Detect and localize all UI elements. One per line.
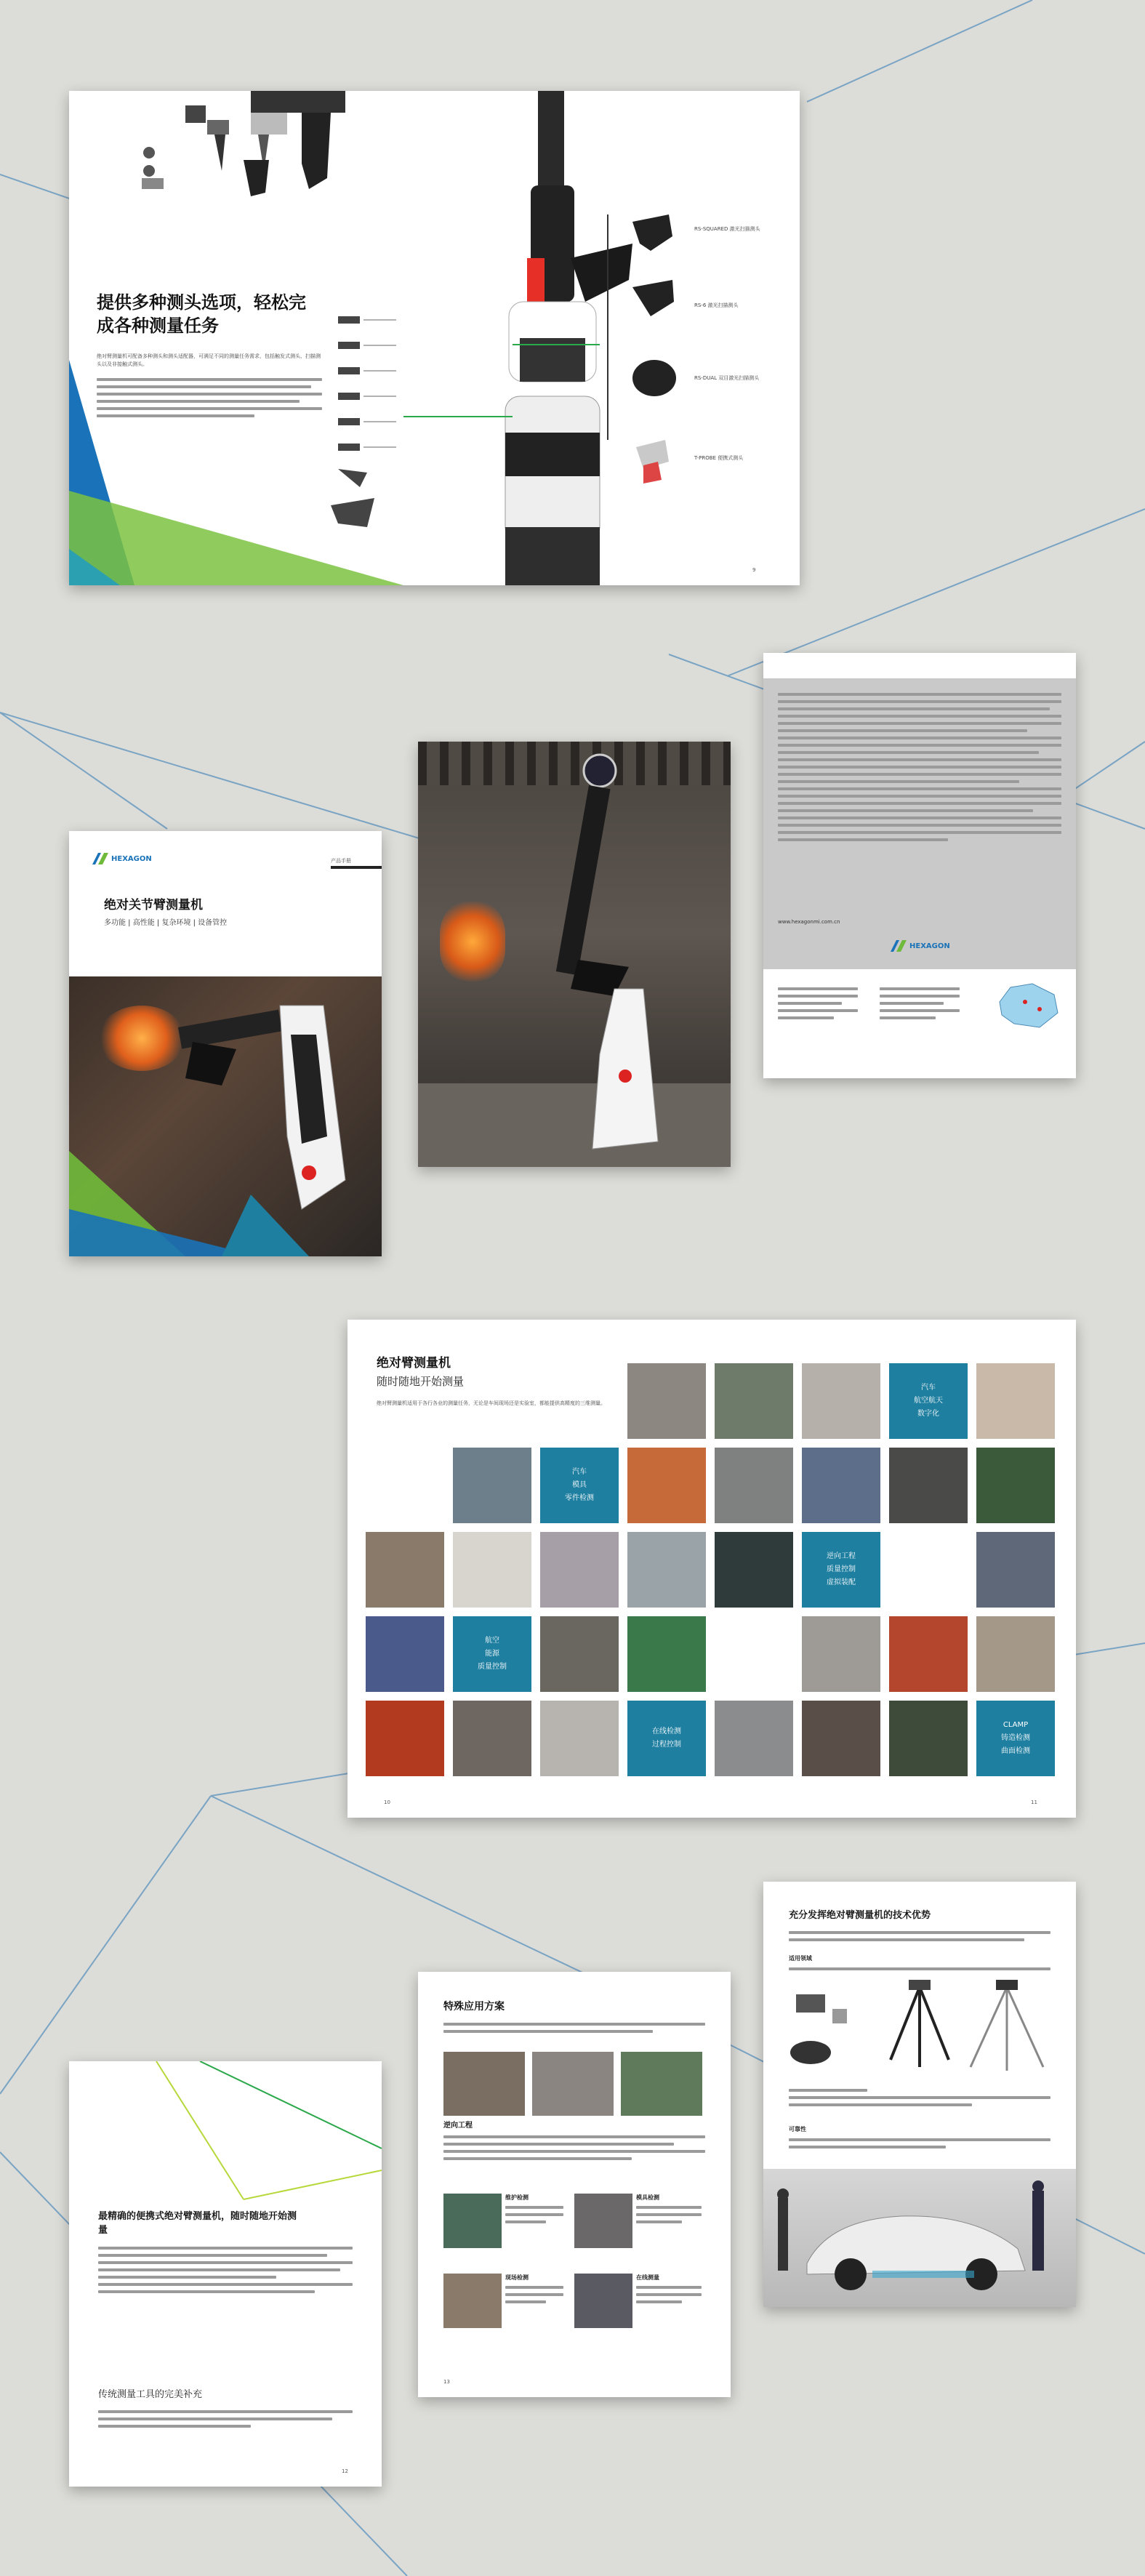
photo-tile [627,1448,706,1523]
photo-tile [627,1363,706,1439]
spread2-title: 绝对臂测量机 [377,1356,451,1371]
item-lines [636,2286,702,2308]
page-number-left: 10 [384,1799,390,1805]
right-section-1: 适用领域 [789,1955,812,1962]
photo-tile [889,1448,968,1523]
photo-tile [366,1616,444,1692]
hexagon-logo [92,853,152,864]
spread1-body: 绝对臂测量机可配备多种测头和测头适配器，可满足不同的测量任务需求，包括触发式测头、扫描测头以及非接触式测头。 [97,353,321,367]
middle-section-lines [443,2135,705,2164]
photo-tile [976,1532,1055,1608]
text-tile: 在线检测 过程控制 [627,1701,706,1776]
callout-2: RS-6 激光扫描测头 [694,302,739,308]
photo-tile [715,1363,793,1439]
photo-tile [802,1616,880,1692]
photo-tile [802,1701,880,1776]
spread2-subtitle: 随时随地开始测量 [377,1375,465,1388]
middle-item-1: 维护检测 [505,2194,529,2201]
factory-photo-page [418,742,731,1167]
middle-item-4: 在线测量 [636,2274,659,2281]
portable-arm-page [69,2061,382,2487]
photo-tile [715,1532,793,1608]
middle-section-1: 逆向工程 [443,2122,473,2130]
back-text-lines [778,693,1061,846]
photo-tile [627,1616,706,1692]
photo-tile [802,1448,880,1523]
text-tile: 汽车 航空航天 数字化 [889,1363,968,1439]
app-photo [532,2052,614,2116]
right-section-lines [789,1967,1050,1975]
photo-tile [540,1616,619,1692]
page-number-right: 11 [1031,1799,1037,1805]
right-intro-lines [789,1931,1050,1946]
callout-4: T-PROBE 便携式测头 [694,455,744,461]
spread1-title: 提供多种测头选项，轻松完成各种测量任务 [97,292,306,337]
cover-photo [69,976,382,1256]
brochure-cover [69,831,382,1256]
photo-tile [540,1532,619,1608]
app-photo [574,2274,632,2328]
middle-title: 特殊应用方案 [443,2001,505,2013]
address-lines-1 [778,987,858,1024]
photo-tile [366,1701,444,1776]
photo-tile [889,1616,968,1692]
photo-tile [889,1701,968,1776]
special-applications-page [418,1972,731,2397]
cover-title: 绝对关节臂测量机 [104,898,203,912]
photo-tile [366,1532,444,1608]
probe-options-spread [69,91,800,585]
mounts-image [789,1980,1050,2074]
left-section: 传统测量工具的完美补充 [98,2389,203,2400]
left-title: 最精确的便携式绝对臂测量机，随时随地开始测量 [98,2211,297,2236]
callout-1: RS-SQUARED 激光扫描测头 [694,226,760,232]
bracket-line [607,214,608,440]
scanner-images [622,207,687,571]
right-body-lines [789,2089,1050,2111]
right-section-2: 可靠性 [789,2126,806,2132]
text-tile: 航空 能源 质量控制 [453,1616,531,1692]
cover-subtitle: 多功能 | 高性能 | 复杂环境 | 设备管控 [104,919,228,927]
callout-line [513,344,600,345]
app-photo [443,2052,525,2116]
callout-3: RS-DUAL 双目激光扫描测头 [694,375,760,381]
line-graphic [69,2061,382,2207]
hexagon-logo-back [891,940,950,952]
middle-item-2: 模具检测 [636,2194,659,2201]
left-section-lines [98,2410,353,2432]
right-section2-lines [789,2138,1050,2153]
photo-tile [627,1532,706,1608]
photo-tile [802,1363,880,1439]
text-tile: 逆向工程 质量控制 虚拟装配 [802,1532,880,1608]
address-lines-2 [880,987,960,1024]
spread1-body-lines [97,378,322,422]
photo-tile [976,1448,1055,1523]
text-tile: CLAMP 铸造检测 曲面检测 [976,1701,1055,1776]
photo-tile [715,1448,793,1523]
page-number: 9 [752,567,756,573]
spread2-intro: 绝对臂测量机适用于各行各业的测量任务，无论是车间现场还是实验室，都能提供高精度的三维测量。 [377,1400,606,1406]
probe-accessories-image [134,91,353,200]
photo-tile [453,1701,531,1776]
app-photo [443,2194,502,2248]
page-number: 13 [443,2379,450,2385]
app-photo [574,2194,632,2248]
app-photo [621,2052,702,2116]
middle-intro-lines [443,2023,705,2037]
car-measurement-photo [763,2169,1076,2307]
cover-tag: 产品手册 [331,858,351,864]
middle-item-3: 现场检测 [505,2274,529,2281]
map-graphic [996,980,1061,1031]
photo-tile [453,1532,531,1608]
technical-advantages-page [763,1882,1076,2307]
photo-tile [715,1701,793,1776]
photo-tile [976,1363,1055,1439]
item-lines [505,2206,563,2228]
logo-text: HEXAGON [909,942,950,950]
app-photo [443,2274,502,2328]
back-cover [763,653,1076,1078]
right-title: 充分发挥绝对臂测量机的技术优势 [789,1910,931,1921]
photo-tile [453,1448,531,1523]
probe-tips-image [324,309,425,542]
photo-tile [976,1616,1055,1692]
applications-spread [347,1320,1076,1818]
logo-text: HEXAGON [111,854,152,863]
callout-line [403,416,513,417]
factory-photo [418,742,731,1167]
photo-tile [540,1701,619,1776]
left-body-lines [98,2247,353,2298]
cover-tag-bar [331,866,382,869]
item-lines [505,2286,563,2308]
item-lines [636,2206,702,2228]
text-panel [763,678,1076,969]
text-tile: 汽车 模具 零件检测 [540,1448,619,1523]
page-number: 12 [342,2468,348,2474]
website: www.hexagonmi.com.cn [778,919,840,925]
